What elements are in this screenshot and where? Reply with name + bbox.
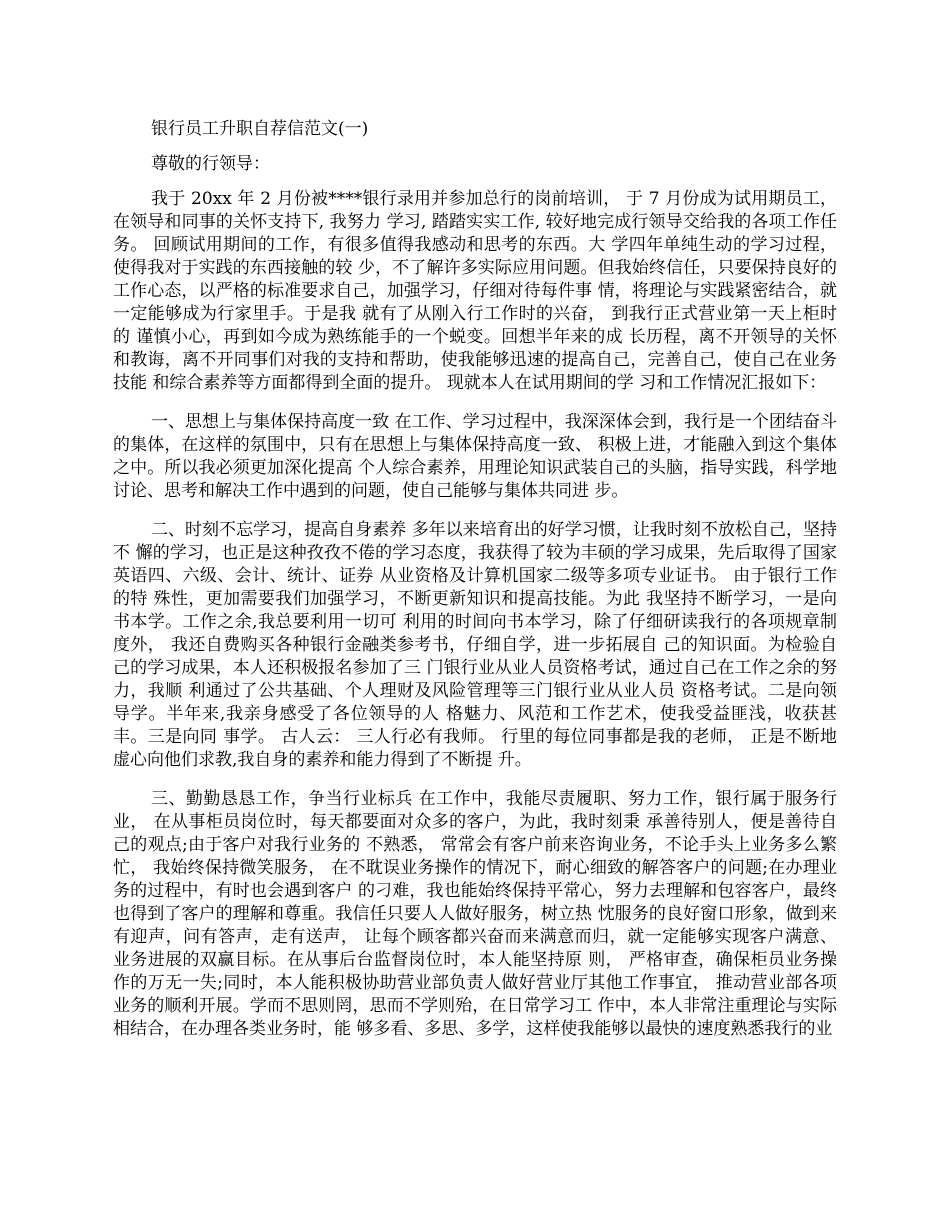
salutation: 尊敬的行领导： <box>151 154 270 174</box>
document-page <box>113 118 837 1057</box>
paragraph-intro: 我于 20xx 年 2 月份被****银行录用并参加总行的岗前培训， 于 7 月份成为试用期员工， 在领导和同事的关怀支持下, 我努力 学习, 踏踏实实工作, 较好地完成行领导交给我的各项工作任 务。 回顾试用期间的工作，有很多值得我感动和思考的东西。大 学四年单纯生动的学习过程，使得我对于实践的东西接触的较 少，不了解许多实际应用问题。但我始终信任，只要保持良好的 工作心态，以严格的标准要求自己，加强学习，仔细对待每件事 情，将理论与实践紧密结合，就一定能够成为行家里手。于是我 就有了从刚入行工作时的兴奋， 到我行正式营业第一天上柜时的 谨慎小心，再到如今成为熟练能手的一个蜕变。回想半年来的成 长历程，离不开领导的关怀和教诲，离不开同事们对我的支持和帮助，使我能够迅速的提高自己，完善自己，使自己在业务技能 和综合素养等方面都得到全面的提升。 现就本人在试用期间的学 习和工作情况汇报如下： <box>113 189 837 393</box>
paragraph-section-2: 二、时刻不忘学习，提高自身素养 多年以来培育出的好学习惯，让我时刻不放松自己，坚持不 懈的学习，也正是这种孜孜不倦的学习态度，我获得了较为丰硕的学习成果，先后取得了国家英语四、六级、会计、统计、证券 从业资格及计算机国家二级等多项专业证书。 由于银行工作的特 殊性，更加需要我们加强学习，不断更新知识和提高技能。为此 我坚持不断学习，一是向书本学。工作之余,我总要利用一切可 利用的时间向书本学习，除了仔细研读我行的各项规章制度外， 我还自费购买各种银行金融类参考书，仔细自学，进一步拓展自 己的知识面。为检验自己的学习成果，本人还积极报名参加了三 门银行业从业人员资格考试，通过自己在工作之余的努力，我顺 利通过了公共基础、个人理财及风险管理等三门银行业从业人员 资格考试。二是向领导学。半年来,我亲身感受了各位领导的人 格魅力、风范和工作艺术，使我受益匪浅，收获甚丰。三是向同 事学。 古人云： 三人行必有我师。 行里的每位同事都是我的老师， 正是不断地虚心向他们求教,我自身的素养和能力得到了不断提 升。 <box>113 520 837 770</box>
document-title: 银行员工升职自荐信范文(一) <box>151 119 369 139</box>
paragraph-section-3: 三、勤勤恳恳工作，争当行业标兵 在工作中，我能尽责履职、努力工作，银行属于服务行业， 在从事柜员岗位时，每天都要面对众多的客户，为此，我时刻秉 承善待别人，便是善待自己的观点;由于客户对我行业务的 不熟悉， 常常会有客户前来咨询业务，不论手头上业务多么繁忙， 我始终保持微笑服务， 在不耽误业务操作的情况下，耐心细致的解答客户的问题;在办理业务的过程中，有时也会遇到客户 的刁难，我也能始终保持平常心，努力去理解和包容客户，最终 也得到了客户的理解和尊重。我信任只要人人做好服务，树立热 忱服务的良好窗口形象，做到来有迎声，问有答声，走有送声， 让每个顾客都兴奋而来满意而归，就一定能够实现客户满意、 业务进展的双赢目标。在从事后台监督岗位时，本人能坚持原 则， 严格审查，确保柜员业务操作的万无一失;同时，本人能积极协助营业部负责人做好营业厅其他工作事宜， 推动营业部各项 业务的顺利开展。学而不思则罔，思而不学则殆，在日常学习工 作中，本人非常注重理论与实际相结合，在办理各类业务时，能 够多看、多思、多学，这样使我能够以最快的速度熟悉我行的业 <box>113 789 837 1039</box>
paragraph-section-1: 一、思想上与集体保持高度一致 在工作、学习过程中，我深深体会到，我行是一个团结奋斗 的集体，在这样的氛围中，只有在思想上与集体保持高度一致、 积极上进，才能融入到这个集体之中。所以我必须更加深化提高 个人综合素养，用理论知识武装自己的头脑，指导实践，科学地 讨论、思考和解决工作中遇到的问题，使自己能够与集体共同进 步。 <box>113 412 837 501</box>
